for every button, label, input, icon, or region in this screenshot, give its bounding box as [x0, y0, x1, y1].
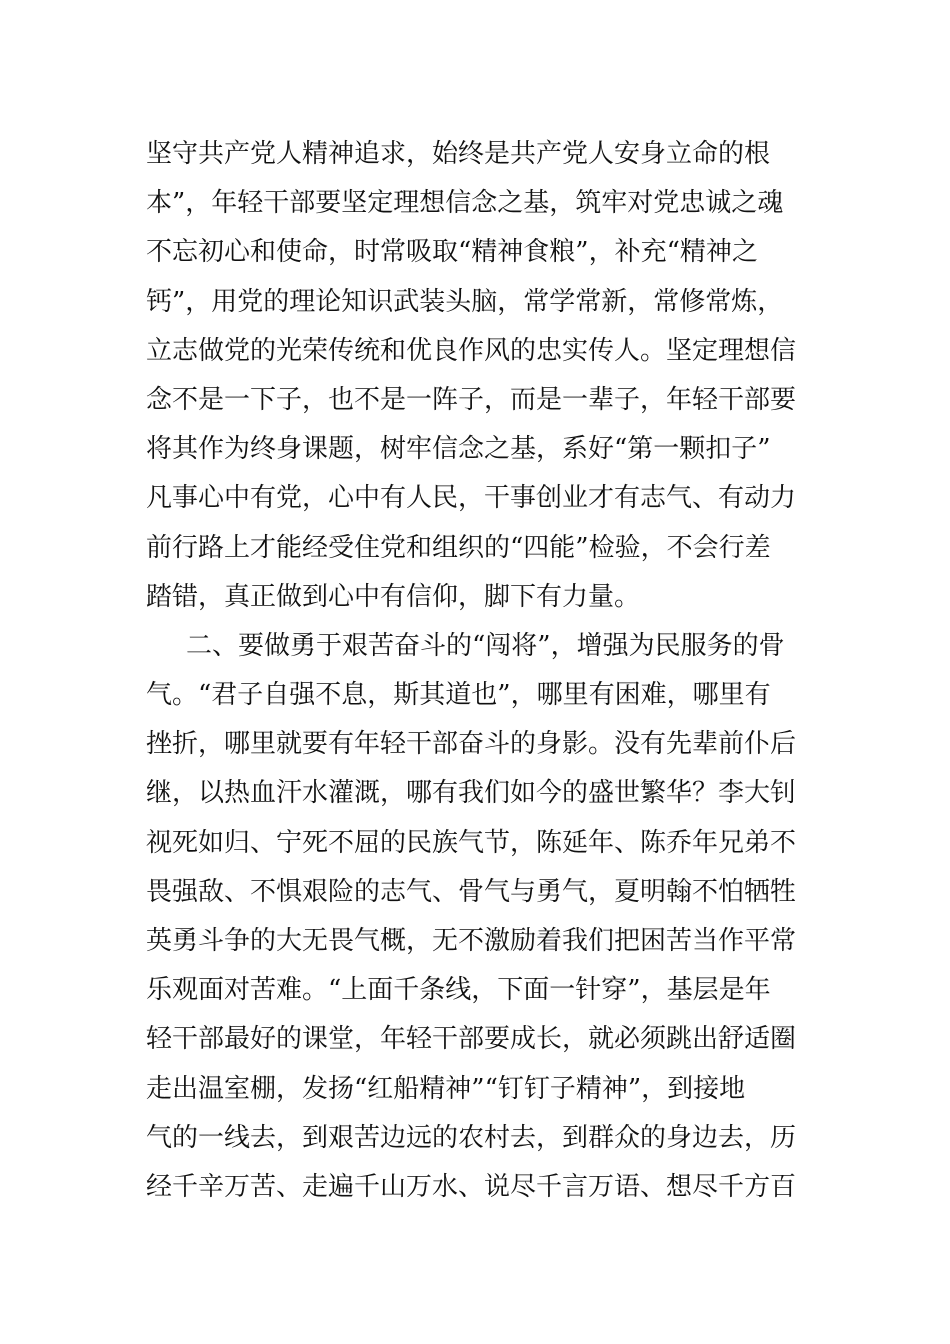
- paragraph-line: 凡事心中有党，心中有人民，干事创业才有志气、有动力: [146, 483, 797, 514]
- paragraph-line: 将其作为终身课题，树牢信念之基，系好“第一颗扣子”: [146, 434, 771, 465]
- paragraph-line: 坚守共产党人精神追求，始终是共产党人安身立命的根: [146, 139, 771, 169]
- body-text: [146, 130, 816, 1212]
- paragraph-line: 不忘初心和使命，时常吸取“精神食粮”，补充“精神之: [146, 237, 758, 268]
- paragraph-line: 前行路上才能经受住党和组织的“四能”检验，不会行差: [146, 532, 771, 563]
- paragraph-line: 气的一线去，到艰苦边远的农村去，到群众的身边去，历: [146, 1122, 797, 1153]
- paragraph-line: 挫折，哪里就要有年轻干部奋斗的身影。没有先辈前仆后: [146, 729, 797, 760]
- paragraph-line: 走出温室棚，发扬“红船精神”“钉钉子精神”，到接地: [146, 1073, 746, 1104]
- paragraph-line: 立志做党的光荣传统和优良作风的忠实传人。坚定理想信: [146, 335, 797, 366]
- paragraph-line: 英勇斗争的大无畏气概，无不激励着我们把困苦当作平常: [146, 926, 797, 956]
- paragraph-line: 继，以热血汗水灌溉，哪有我们如今的盛世繁华？李大钊: [146, 778, 797, 809]
- paragraph-first-line: 二、要做勇于艰苦奋斗的“闯将”，增强为民服务的骨: [186, 630, 785, 661]
- paragraph-line: 踏错，真正做到心中有信仰，脚下有力量。: [146, 581, 641, 612]
- paragraph-line: 经千辛万苦、走遍千山万水、说尽千言万语、想尽千方百: [146, 1171, 797, 1202]
- paragraph-line: 念不是一下子，也不是一阵子，而是一辈子，年轻干部要: [146, 384, 797, 415]
- paragraph-line: 轻干部最好的课堂，年轻干部要成长，就必须跳出舒适圈: [146, 1024, 797, 1055]
- paragraph-line: 本”，年轻干部要坚定理想信念之基，筑牢对党忠诚之魂: [146, 188, 784, 219]
- paragraph-line: 视死如归、宁死不屈的民族气节，陈延年、陈乔年兄弟不: [146, 827, 797, 858]
- paragraph-line: 畏强敌、不惧艰险的志气、骨气与勇气，夏明翰不怕牺牲: [146, 876, 797, 907]
- paragraph-line: 钙”，用党的理论知识武装头脑，常学常新，常修常炼，: [146, 286, 784, 317]
- paragraph-line: 乐观面对苦难。“上面千条线，下面一针穿”，基层是年: [146, 975, 771, 1006]
- paragraph-line: 气。“君子自强不息，斯其道也”，哪里有困难，哪里有: [146, 680, 771, 711]
- paragraph-1: [146, 130, 816, 622]
- paragraph-2: [146, 622, 816, 1212]
